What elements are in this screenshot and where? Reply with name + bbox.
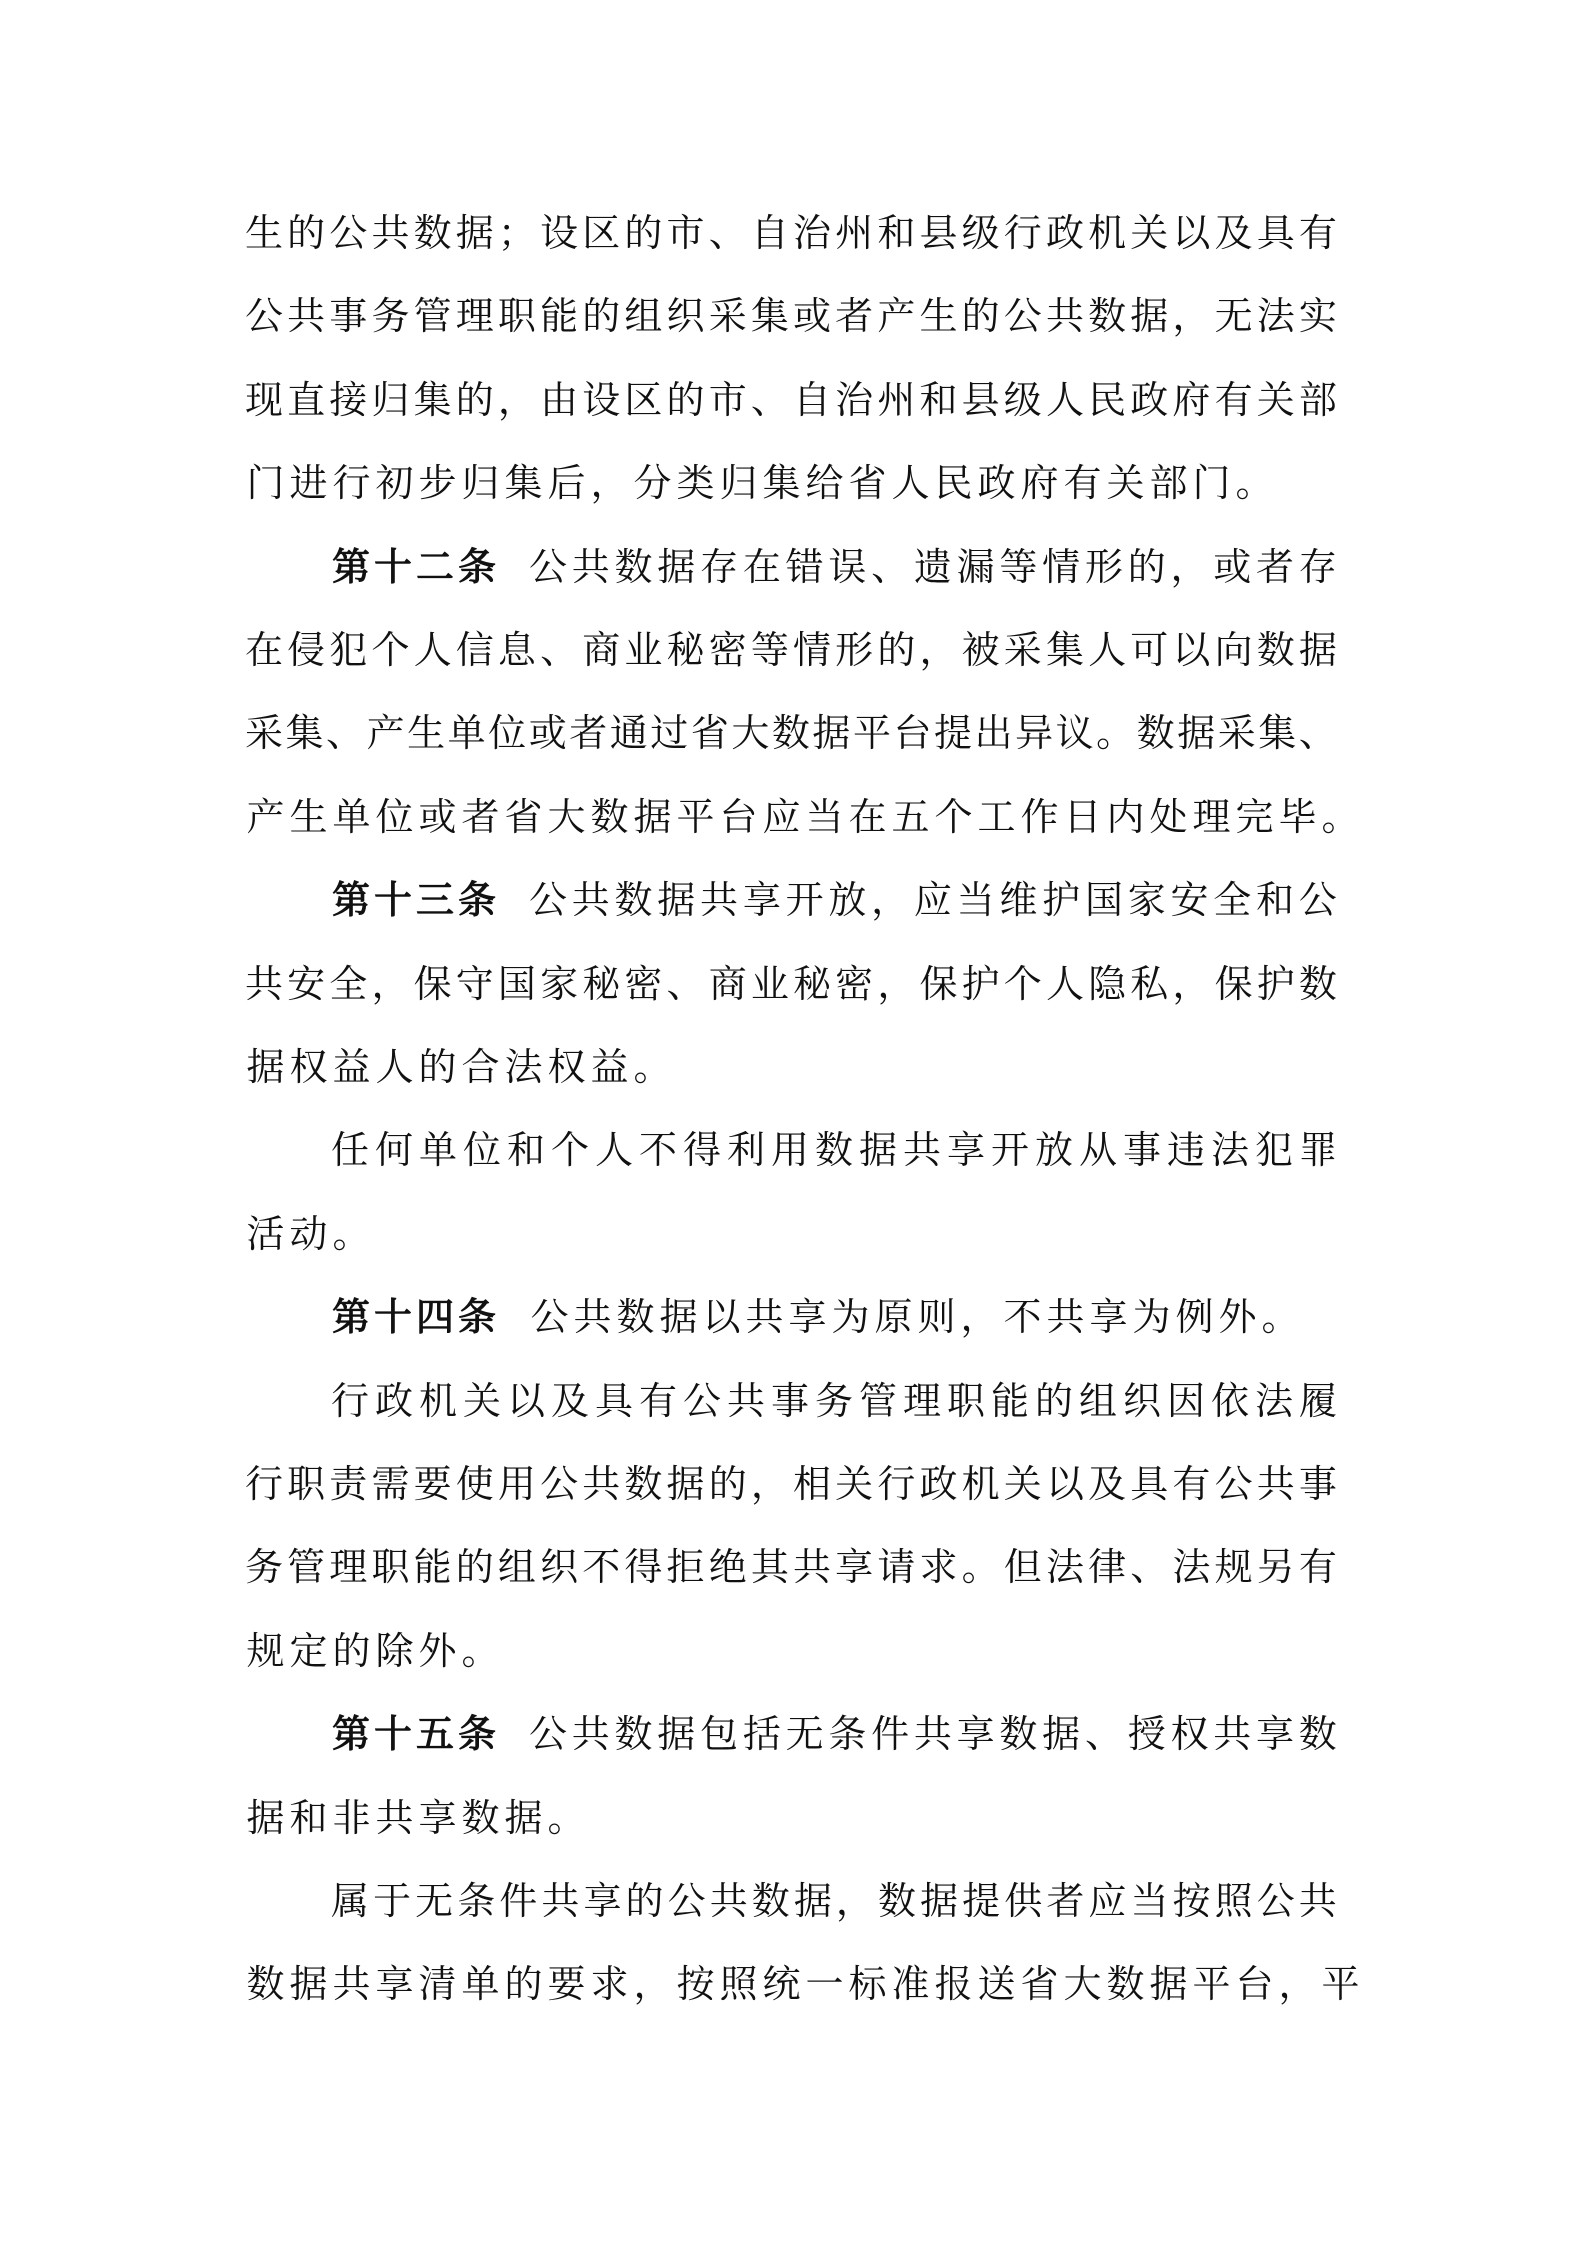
paragraph-line: 产 生 单 位 或 者 省 大 数 据 平 台 应 当 在 五 个 工 作 日 内 处 理 完 毕 。	[246, 794, 1360, 839]
article-text: 公 共 数 据 包 括 无 条 件 共 享 数 据 、 授 权 共 享 数	[528, 1712, 1337, 1757]
article-heading: 第 十 四 条	[331, 1294, 496, 1340]
paragraph-line	[330, 1712, 1338, 1756]
article-heading: 第 十 三 条	[331, 877, 496, 923]
paragraph-line	[330, 1295, 1302, 1339]
paragraph-line: 据 和 非 共 享 数 据 。	[246, 1795, 586, 1840]
paragraph-line: 共 安 全 ， 保 守 国 家 秘 密 、 商 业 秘 密 ， 保 护 个 人 隐 私 ， 保 护 数	[244, 961, 1337, 1006]
paragraph-line	[330, 878, 1338, 922]
paragraph-line: 现 直 接 归 集 的 ， 由 设 区 的 市 、 自 治 州 和 县 级 人 民 政 府 有 关 部	[244, 377, 1337, 422]
paragraph-line: 任 何 单 位 和 个 人 不 得 利 用 数 据 共 享 开 放 从 事 违 法 犯 罪	[330, 1128, 1337, 1173]
article-heading: 第 十 五 条	[331, 1711, 496, 1757]
paragraph-line: 在 侵 犯 个 人 信 息 、 商 业 秘 密 等 情 形 的 ， 被 采 集 人 可 以 向 数 据	[244, 628, 1337, 672]
article-text: 公 共 数 据 共 享 开 放 ， 应 当 维 护 国 家 安 全 和 公	[528, 878, 1337, 923]
article-heading: 第 十 二 条	[331, 543, 496, 589]
paragraph-line: 公 共 事 务 管 理 职 能 的 组 织 采 集 或 者 产 生 的 公 共 数 据 ， 无 法 实	[244, 294, 1337, 339]
paragraph-line	[330, 545, 1338, 589]
paragraph-line: 采 集 、 产 生 单 位 或 者 通 过 省 大 数 据 平 台 提 出 异 议 。 数 据 采 集 、	[244, 711, 1337, 756]
paragraph-line: 规 定 的 除 外 。	[246, 1628, 500, 1673]
paragraph-line: 数 据 共 享 清 单 的 要 求 ， 按 照 统 一 标 准 报 送 省 大 数 据 平 台 ， 平	[246, 1962, 1360, 2007]
paragraph-line: 属 于 无 条 件 共 享 的 公 共 数 据 ， 数 据 提 供 者 应 当 按 照 公 共	[330, 1879, 1337, 1923]
paragraph-line: 据 权 益 人 的 合 法 权 益 。	[246, 1045, 672, 1089]
paragraph-line: 行 职 责 需 要 使 用 公 共 数 据 的 ， 相 关 行 政 机 关 以 及 具 有 公 共 事	[244, 1462, 1337, 1506]
paragraph-line: 务 管 理 职 能 的 组 织 不 得 拒 绝 其 共 享 请 求 。 但 法 律 、 法 规 另 有	[244, 1545, 1337, 1590]
paragraph-line: 活 动 。	[246, 1211, 371, 1256]
paragraph-line: 门 进 行 初 步 归 集 后 ， 分 类 归 集 给 省 人 民 政 府 有 关 部 门 。	[246, 461, 1274, 506]
article-text: 公 共 数 据 以 共 享 为 原 则 ， 不 共 享 为 例 外 。	[530, 1295, 1300, 1340]
paragraph-line: 生 的 公 共 数 据 ； 设 区 的 市 、 自 治 州 和 县 级 行 政 机 关 以 及 具 有	[244, 211, 1337, 255]
paragraph-line: 行 政 机 关 以 及 具 有 公 共 事 务 管 理 职 能 的 组 织 因 依 法 履	[330, 1378, 1337, 1423]
article-text: 公 共 数 据 存 在 错 误 、 遗 漏 等 情 形 的 ， 或 者 存	[528, 544, 1337, 589]
